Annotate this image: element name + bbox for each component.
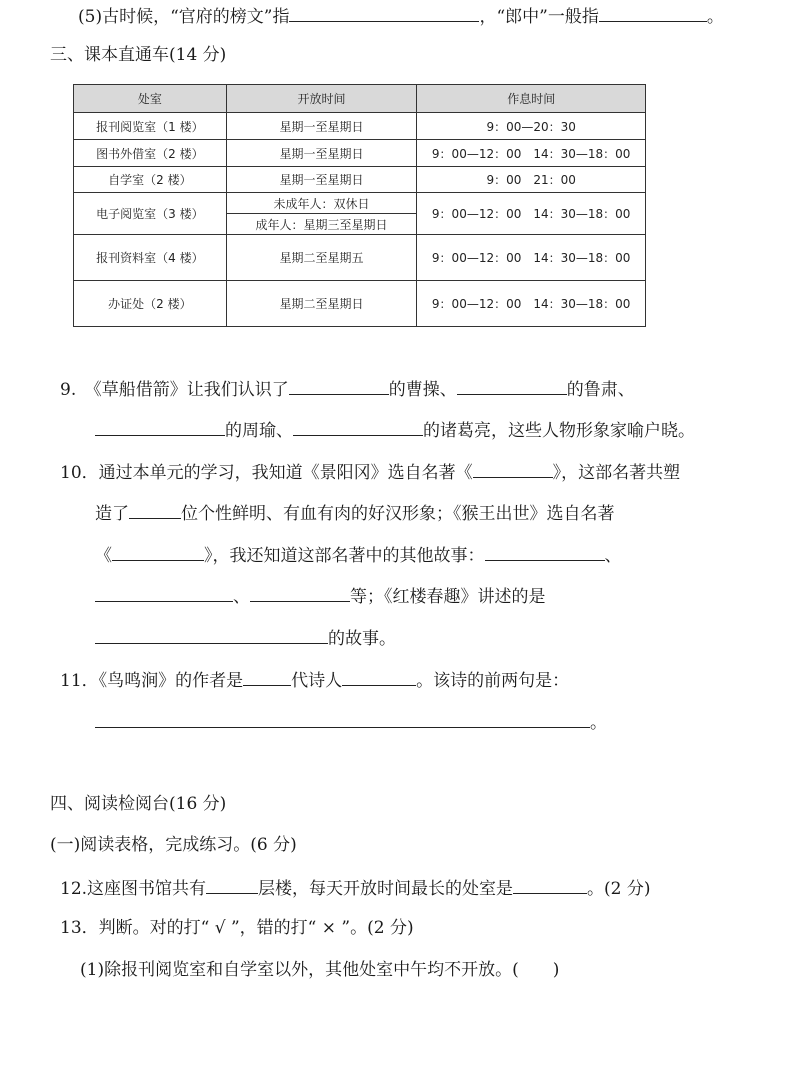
cell-hours: 9：00 21：00 [417, 167, 646, 193]
cell-room: 办证处（2 楼） [74, 281, 227, 327]
q9-text-b: 的曹操、 [388, 380, 457, 400]
q11-blank-2[interactable] [342, 668, 416, 686]
section-3-title: 三、课本直通车(14 分) [50, 45, 227, 65]
cell-room: 报刊资料室（4 楼） [74, 235, 227, 281]
table-header-row [74, 85, 646, 113]
question-11-line-2 [95, 710, 607, 734]
table-row [74, 140, 646, 167]
cell-hours: 9：00—12：00 14：30—18：00 [417, 235, 646, 281]
header-room: 处室 [74, 85, 227, 113]
table-row [74, 235, 646, 281]
library-schedule-table [73, 84, 646, 327]
q10-blank-2[interactable] [129, 501, 181, 519]
question-10-line-1 [60, 460, 680, 484]
cell-room: 电子阅览室（3 楼） [74, 193, 227, 235]
q12-text-a: 12.这座图书馆共有 [60, 879, 207, 899]
q5-blank-2[interactable] [599, 4, 707, 22]
question-10-line-5 [95, 626, 396, 650]
q10-text-e: 《 [95, 546, 112, 566]
q11-blank-1[interactable] [243, 668, 291, 686]
cell-open: 星期二至星期日 [226, 281, 417, 327]
question-11-line-1 [60, 668, 569, 692]
question-12-line [60, 876, 651, 900]
q10-blank-3[interactable] [112, 543, 204, 561]
section-4-title: 四、阅读检阅台(16 分) [50, 794, 227, 814]
table-row [74, 167, 646, 193]
question-5-line [78, 4, 724, 28]
q9-blank-1[interactable] [289, 377, 389, 395]
table-row [74, 113, 646, 140]
question-13-line: 13．判断。对的打“ √ ”，错的打“ × ”。(2 分) [60, 918, 414, 938]
table-row [74, 193, 646, 214]
question-9-line-1 [60, 377, 635, 401]
q9-text-d: 的周瑜、 [225, 421, 293, 441]
q9-blank-4[interactable] [293, 418, 423, 436]
q12-text-c: 。(2 分) [587, 879, 651, 899]
q10-text-f: 》，我还知道这部名著中的其他故事： [204, 546, 485, 566]
cell-open: 星期一至星期日 [226, 167, 417, 193]
q12-blank-2[interactable] [513, 876, 587, 894]
cell-hours: 9：00—12：00 14：30—18：00 [417, 140, 646, 167]
q9-blank-3[interactable] [95, 418, 225, 436]
q9-text-c: 的鲁肃、 [566, 380, 635, 400]
question-10-line-4 [95, 584, 546, 608]
q10-blank-6[interactable] [250, 584, 350, 602]
q5-middle: ，“郎中”一般指 [479, 7, 599, 27]
q10-text-b: 》，这部名著共塑 [552, 463, 681, 483]
q9-text-a: 9. 《草船借箭》让我们认识了 [60, 380, 289, 400]
q10-text-d: 位个性鲜明、有血有肉的好汉形象；《猴王出世》选自名著 [181, 504, 615, 524]
table-row [74, 281, 646, 327]
q5-blank-1[interactable] [289, 4, 479, 22]
cell-open: 星期一至星期日 [226, 140, 417, 167]
part-1-title: (一)阅读表格，完成练习。(6 分) [50, 835, 297, 855]
q9-text-e: 的诸葛亮，这些人物形象家喻户晓。 [423, 421, 695, 441]
q11-text-d: 。 [590, 713, 607, 733]
cell-open: 星期一至星期日 [226, 113, 417, 140]
q10-text-j: 的故事。 [328, 629, 396, 649]
q12-text-b: 层楼，每天开放时间最长的处室是 [258, 879, 514, 899]
cell-room: 报刊阅览室（1 楼） [74, 113, 227, 140]
q9-blank-2[interactable] [457, 377, 567, 395]
cell-room: 自学室（2 楼） [74, 167, 227, 193]
q10-text-c: 造了 [95, 504, 129, 524]
q10-blank-7[interactable] [95, 626, 328, 644]
q10-text-h: 、 [233, 587, 250, 607]
q5-end: 。 [706, 7, 724, 27]
q10-blank-4[interactable] [485, 543, 605, 561]
header-open: 开放时间 [226, 85, 417, 113]
cell-hours: 9：00—20：30 [417, 113, 646, 140]
cell-hours: 9：00—12：00 14：30—18：00 [417, 281, 646, 327]
q10-text-a: 10．通过本单元的学习，我知道《景阳冈》选自名著《 [60, 463, 473, 483]
cell-open-minors: 未成年人：双休日 [226, 193, 417, 214]
q5-prefix: (5)古时候，“官府的榜文”指 [78, 7, 290, 27]
cell-open: 星期二至星期五 [226, 235, 417, 281]
q12-blank-1[interactable] [206, 876, 258, 894]
q10-blank-5[interactable] [95, 584, 233, 602]
q10-text-g: 、 [604, 546, 622, 566]
cell-room: 图书外借室（2 楼） [74, 140, 227, 167]
q10-text-i: 等；《红楼春趣》讲述的是 [350, 587, 546, 607]
question-10-line-3 [95, 543, 622, 567]
cell-open-adults: 成年人：星期三至星期日 [226, 214, 417, 235]
q11-blank-3[interactable] [95, 710, 590, 728]
question-10-line-2 [95, 501, 615, 525]
q11-text-b: 代诗人 [291, 671, 343, 691]
question-9-line-2 [95, 418, 695, 442]
q11-text-a: 11．《鸟鸣涧》的作者是 [60, 671, 244, 691]
q11-text-c: 。该诗的前两句是： [416, 671, 570, 691]
question-13-item-1[interactable]: (1)除报刊阅览室和自学室以外，其他处室中午均不开放。( ) [80, 960, 560, 980]
cell-hours: 9：00—12：00 14：30—18：00 [417, 193, 646, 235]
q10-blank-1[interactable] [473, 460, 553, 478]
header-hours: 作息时间 [417, 85, 646, 113]
